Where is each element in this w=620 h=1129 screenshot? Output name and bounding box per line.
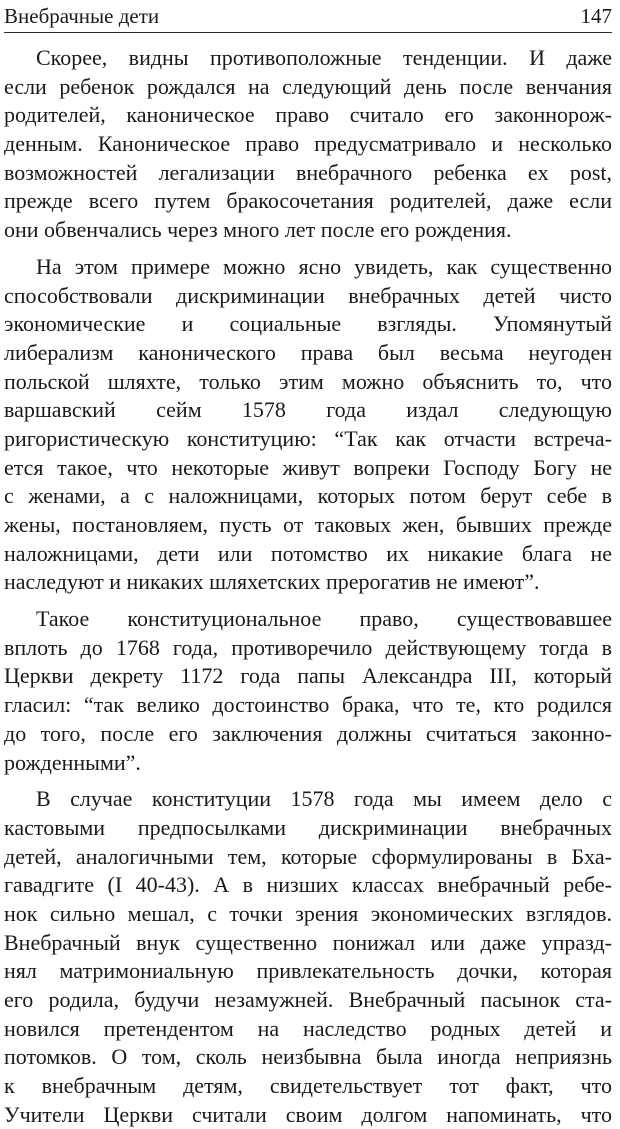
text-line: экономические и социальные взгляды. Упомянутый xyxy=(4,311,612,337)
text-line: если ребенок рождался на следующий день после венчания xyxy=(4,73,612,99)
text-line: они обвенчались через много лет после его рождения. xyxy=(4,217,512,243)
text-line: польской шляхте, только этим можно объяснить то, что xyxy=(4,368,612,394)
text-line: денным. Каноническое право предусматривало и несколько xyxy=(4,131,612,157)
text-line: либерализм канонического права был весьма неугоден xyxy=(4,339,612,365)
text-line: способствовали дискриминации внебрачных детей чисто xyxy=(4,282,612,308)
text-line: рожденными”. xyxy=(4,749,141,775)
text-line: прежде всего путем бракосочетания родителей, даже если xyxy=(4,188,612,214)
text-line: к внебрачным детям, свидетельствует тот факт, что xyxy=(4,1073,612,1099)
text-line: В случае конституции 1578 года мы имеем дело с xyxy=(36,786,612,812)
page-header xyxy=(4,2,612,33)
body-text xyxy=(4,44,612,1129)
paragraph-2 xyxy=(4,253,612,597)
paragraph-4 xyxy=(4,785,612,1129)
text-line: На этом примере можно ясно увидеть, как существенно xyxy=(36,253,612,279)
text-line: вплоть до 1768 года, противоречило действующему тогда в xyxy=(4,634,612,660)
text-line: новился претендентом на наследство родных детей и xyxy=(4,1015,612,1041)
text-line: Такое конституциональное право, существовавшее xyxy=(36,606,612,632)
text-line: детей, аналогичными тем, которые сформулированы в Бха- xyxy=(4,843,612,869)
text-line: кастовыми предпосылками дискриминации внебрачных xyxy=(4,814,612,840)
text-line: потомков. О том, сколь неизбывна была иногда неприязнь xyxy=(4,1044,612,1070)
text-line: Внебрачный внук существенно понижал или даже упразд- xyxy=(4,929,612,955)
text-line: Учители Церкви считали своим долгом напоминать, что xyxy=(4,1101,612,1127)
page-number: 147 xyxy=(580,4,612,28)
text-line: наследуют и никаких шляхетских прерогатив не имеют”. xyxy=(4,569,540,595)
text-line: ригористическую конституцию: “Так как отчасти встреча- xyxy=(4,425,612,451)
text-line: Скорее, видны противоположные тенденции. И даже xyxy=(36,45,612,70)
text-line: гласил: “так велико достоинство брака, что те, кто родился xyxy=(4,692,612,718)
text-line: Церкви декрету 1172 года папы Александра III, который xyxy=(4,663,612,689)
text-line: с женами, а с наложницами, которых потом берут себе в xyxy=(4,483,612,509)
text-line: варшавский сейм 1578 года издал следующую xyxy=(4,397,612,423)
text-line: ется такое, что некоторые живут вопреки Господу Богу не xyxy=(4,454,612,480)
text-line: его родила, будучи незамужней. Внебрачный пасынок ста- xyxy=(4,987,612,1012)
text-line: до того, после его заключения должны считаться законно- xyxy=(4,720,612,746)
text-line: жены, постановляем, пусть от таковых жен, бывших прежде xyxy=(4,512,612,537)
text-line: родителей, каноническое право считало его законнорож- xyxy=(4,102,612,128)
paragraph-1 xyxy=(4,44,612,245)
text-line: нок сильно мешал, с точки зрения экономических взглядов. xyxy=(4,900,612,926)
text-line: нял матримониальную привлекательность дочки, которая xyxy=(4,958,612,984)
text-line: возможностей легализации внебрачного ребенка ex post, xyxy=(4,159,612,185)
text-line: гавадгите (I 40-43). А в низших классах внебрачный ребе- xyxy=(4,872,612,898)
text-line: наложницами, дети или потомство их никакие блага не xyxy=(4,540,612,566)
paragraph-3 xyxy=(4,605,612,777)
running-title: Внебрачные дети xyxy=(4,4,160,28)
